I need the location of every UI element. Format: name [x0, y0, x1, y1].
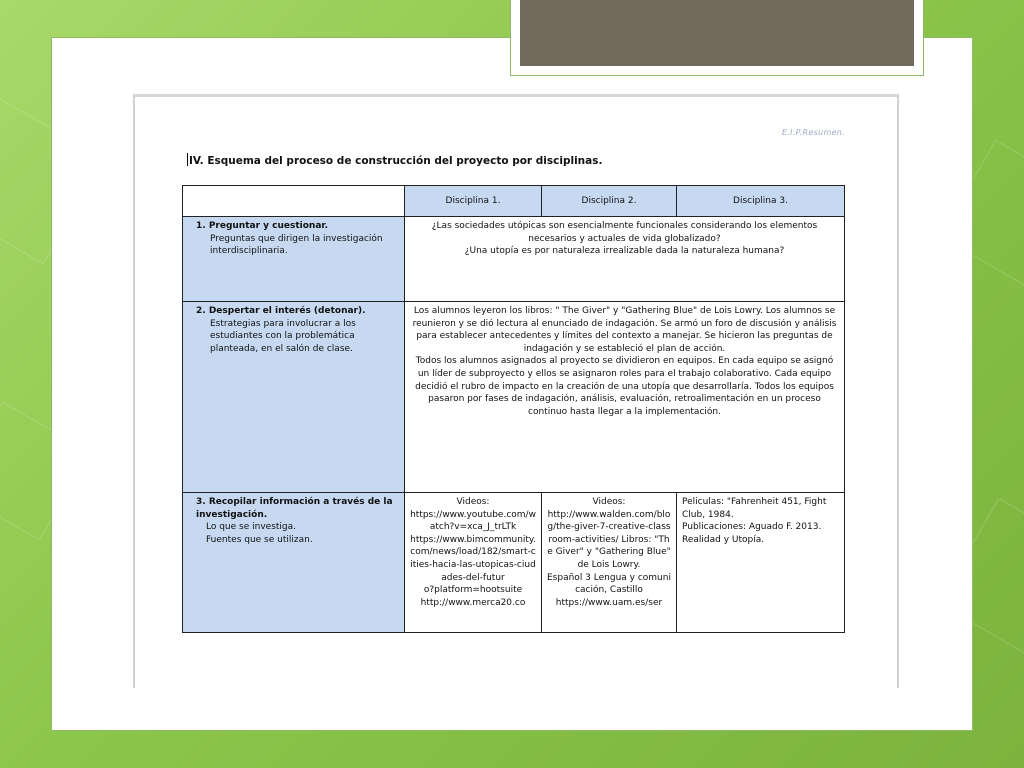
document-header: E.I.P.Resumen.: [781, 128, 845, 137]
table-row: [183, 302, 845, 493]
row-subtitle: Preguntas que dirigen la investigación interdisciplinaria.: [210, 233, 383, 257]
row-header-2: [183, 302, 405, 493]
row-subtitle: Lo que se investiga.: [206, 522, 296, 533]
text-cursor: [187, 153, 188, 166]
row-header-3: [183, 493, 405, 633]
column-header-discipline-2: Disciplina 2.: [542, 186, 677, 217]
row-3-discipline-3: Peliculas: "Fahrenheit 451, Fight Club, 1984. Publicaciones: Aguado F. 2013. Realidad y Utopía.: [677, 493, 845, 633]
table-header-blank: [183, 186, 405, 217]
row-subtitle: Fuentes que se utilizan.: [206, 534, 313, 545]
photo-placeholder: [510, 0, 924, 76]
document-title: [187, 153, 602, 167]
table-header-row: [183, 186, 845, 217]
photo-placeholder-fill: [520, 0, 914, 66]
row-subtitle: Estrategias para involucrar a los estudiantes con la problemática planteada, en el salón de clase.: [210, 318, 356, 354]
row-title: 2. Despertar el interés (detonar).: [196, 306, 366, 316]
row-title: 1. Preguntar y cuestionar.: [196, 221, 328, 231]
row-title: 3. Recopilar información a través de la investigación.: [196, 497, 393, 520]
column-header-discipline-1: Disciplina 1.: [405, 186, 542, 217]
document-title-text: IV. Esquema del proceso de construcción del proyecto por disciplinas.: [189, 155, 603, 167]
scheme-table: [182, 185, 845, 633]
document-page-image: [133, 94, 899, 688]
row-3-discipline-2: Videos: http://www.walden.com/blog/the-giver-7-creative-classroom-activities/ Libros: "The Giver" y "Gathering Blue" de Lois Lowry. Español 3 Lengua y comunicación, Castillo https://www.uam.es/ser: [542, 493, 677, 633]
table-row: [183, 493, 845, 633]
column-header-discipline-3: Disciplina 3.: [677, 186, 845, 217]
row-header-1: [183, 217, 405, 302]
row-3-discipline-1: Videos: https://www.youtube.com/watch?v=xca_J_trLTk https://www.bimcommunity.com/news/load/182/smart-cities-hacia-las-utopicas-ciudades-del-futur o?platform=hootsuite http://www.merca20.co: [405, 493, 542, 633]
row-1-content: ¿Las sociedades utópicas son esencialmente funcionales considerando los elementos necesarios y actuales de vida globalizado? ¿Una utopía es por naturaleza irrealizable dada la naturaleza humana?: [405, 217, 845, 302]
row-2-content: Los alumnos leyeron los libros: " The Giver" y "Gathering Blue" de Lois Lowry. Los alumnos se reunieron y se dió lectura al enunciado de indagación. Se armó un foro de discusión y análisis para establecer antecedentes y límites del contexto a manejar. Se hicieron las preguntas de indagación y se estableció el plan de acción. Todos los alumnos asignados al proyecto se dividieron en equipos. En cada equipo se asignó un líder de subproyecto y ellos se asignaron roles para el trabajo colaborativo. Cada equipo decidió el rubro de impacto en la creación de una utopía que desarrollaría. Todos los equipos pasaron por fases de indagación, análisis, evaluación, retroalimentación en un proceso continuo hasta llegar a la implementación.: [405, 302, 845, 493]
table-row: [183, 217, 845, 302]
